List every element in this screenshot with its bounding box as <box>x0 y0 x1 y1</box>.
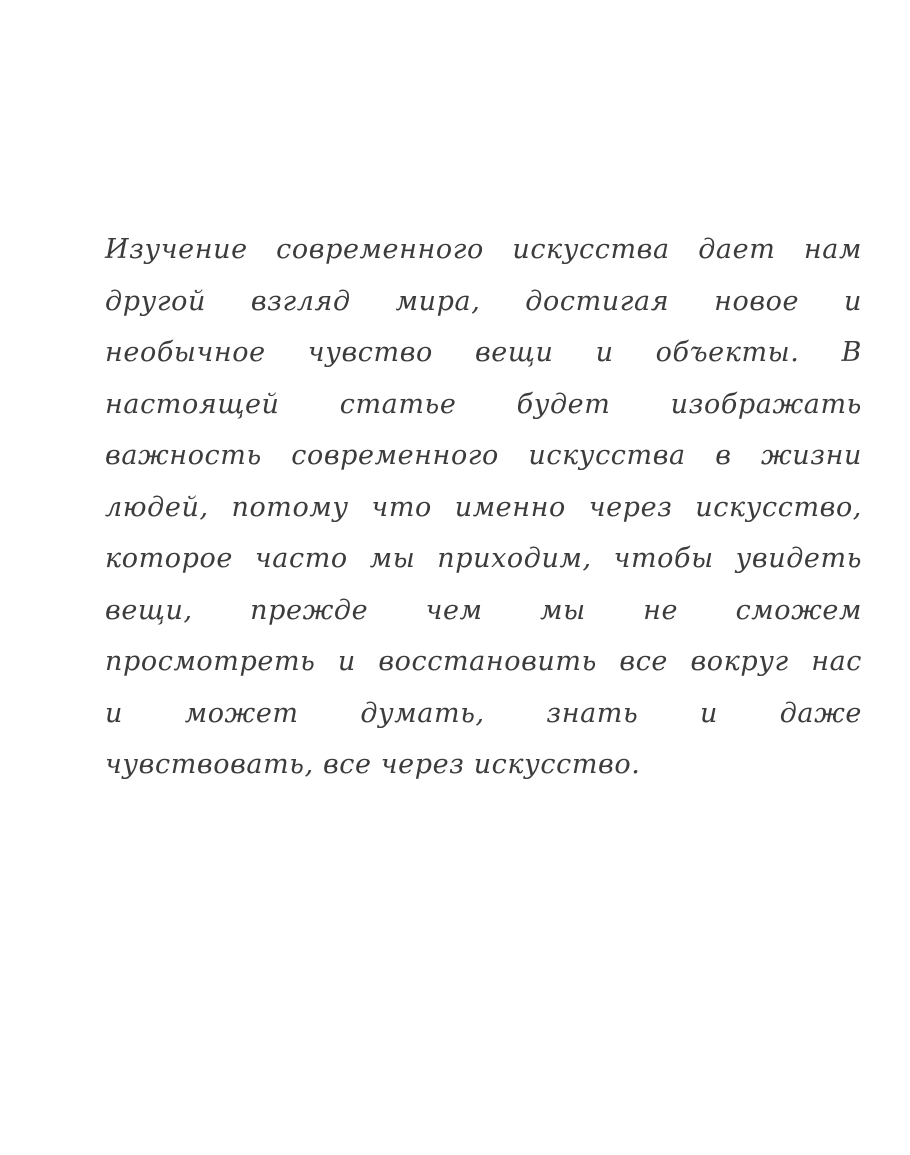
handwritten-line: важность современного искусства в жизни <box>105 440 862 471</box>
handwritten-line: людей, потому что именно через искусство, <box>105 491 862 523</box>
handwritten-line: Изучение современного искусства дает нам <box>105 234 862 265</box>
handwritten-line: просмотреть и восстановить все вокруг нас <box>105 646 862 677</box>
handwritten-line: которое часто мы приходим, чтобы увидеть <box>105 543 862 574</box>
handwritten-text-block <box>105 234 862 801</box>
handwritten-line: настоящей статье будет изображать <box>105 388 862 420</box>
handwritten-line: чувствовать, все через искусство. <box>105 749 641 780</box>
handwritten-line: вещи, прежде чем мы не сможем <box>105 594 862 626</box>
handwritten-line: и может думать, знать и даже <box>105 697 862 729</box>
handwritten-line: необычное чувство вещи и объекты. В <box>105 337 862 368</box>
handwritten-line: другой взгляд мира, достигая новое и <box>105 285 862 317</box>
